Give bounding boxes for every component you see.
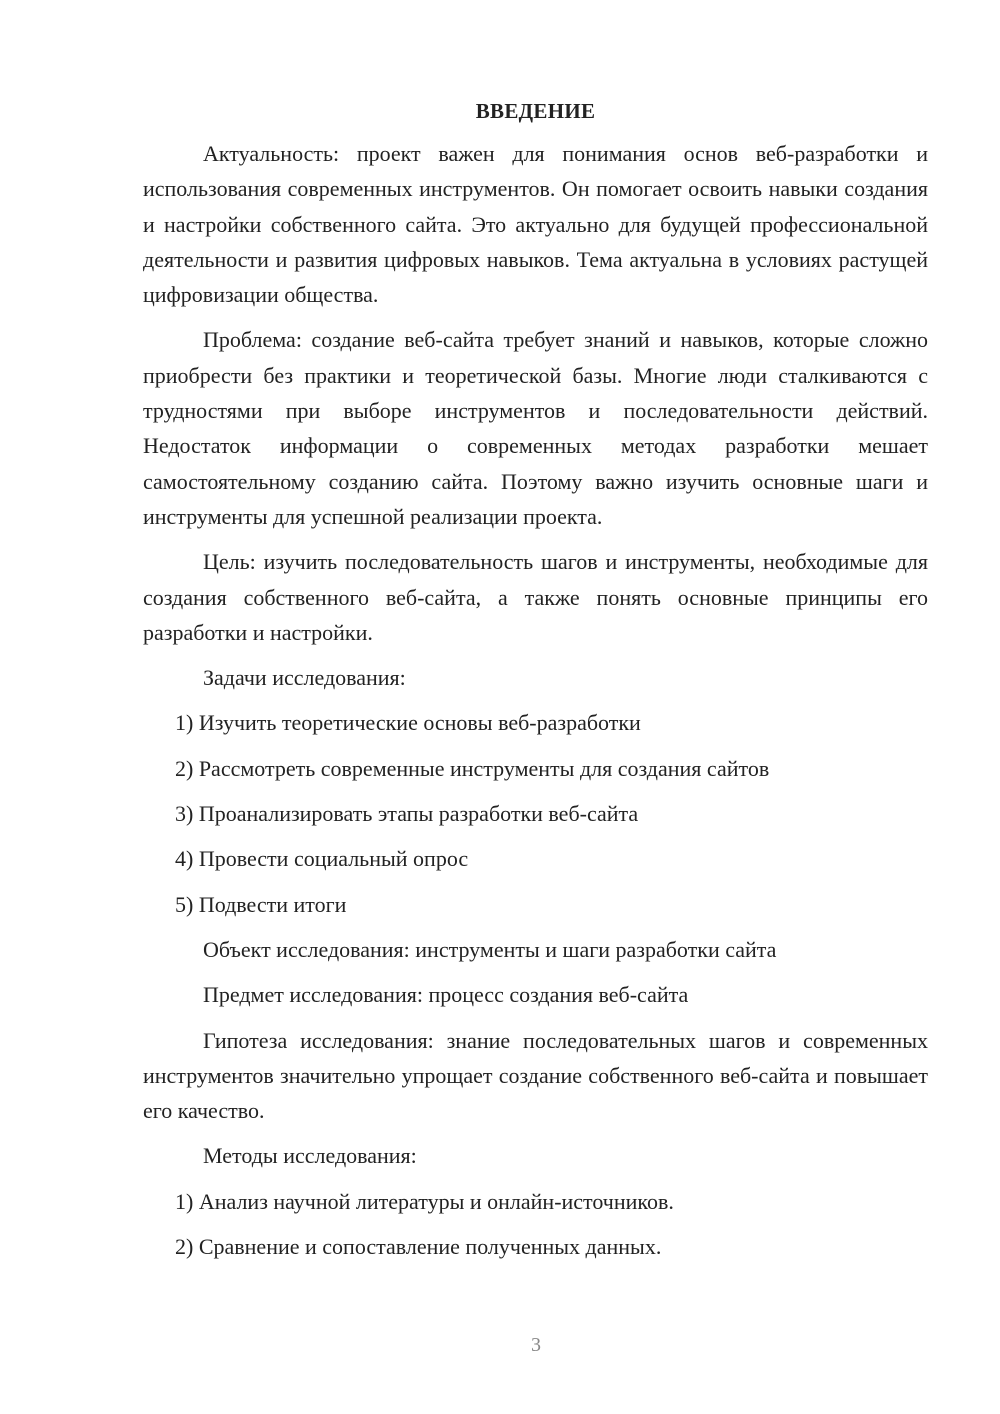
- document-page: [143, 98, 928, 1274]
- hypothesis-paragraph: Гипотеза исследования: знание последовательных шагов и современных инструментов значительно упрощает создание собственного веб-сайта и повышает его качество.: [143, 1027, 928, 1124]
- page-title: ВВЕДЕНИЕ: [475, 99, 596, 123]
- research-subject: Предмет исследования: процесс создания веб-сайта: [203, 982, 689, 1008]
- problem-paragraph: Проблема: создание веб-сайта требует знаний и навыков, которые сложно приобрести без практики и теоретической базы. Многие люди сталкиваются с трудностями при выборе инструментов и последовательности действий. Недостаток информации о современных методах разработки мешает самостоятельному созданию сайта. Поэтому важно изучить основные шаги и инструменты для успешной реализации проекта.: [143, 327, 928, 529]
- task-item: 4) Провести социальный опрос: [175, 846, 469, 872]
- tasks-heading: Задачи исследования:: [203, 665, 406, 691]
- research-object: Объект исследования: инструменты и шаги разработки сайта: [203, 936, 777, 962]
- method-item: 1) Анализ научной литературы и онлайн-источников.: [175, 1188, 674, 1214]
- task-item: 5) Подвести итоги: [175, 891, 347, 917]
- task-item: 2) Рассмотреть современные инструменты для создания сайтов: [175, 755, 770, 781]
- page-number: 3: [531, 1334, 541, 1356]
- task-item: 1) Изучить теоретические основы веб-разработки: [175, 710, 641, 736]
- method-item: 2) Сравнение и сопоставление полученных данных.: [175, 1234, 662, 1260]
- methods-heading: Методы исследования:: [203, 1143, 417, 1169]
- goal-paragraph: Цель: изучить последовательность шагов и инструменты, необходимые для создания собственного веб-сайта, а также понять основные принципы его разработки и настройки.: [143, 549, 928, 645]
- task-item: 3) Проанализировать этапы разработки веб-сайта: [175, 801, 639, 827]
- relevance-paragraph: Актуальность: проект важен для понимания основ веб-разработки и использования современных инструментов. Он помогает освоить навыки создания и настройки собственного сайта. Это актуально для будущей профессиональной деятельности и развития цифровых навыков. Тема актуальна в условиях растущей цифровизации общества.: [143, 141, 928, 308]
